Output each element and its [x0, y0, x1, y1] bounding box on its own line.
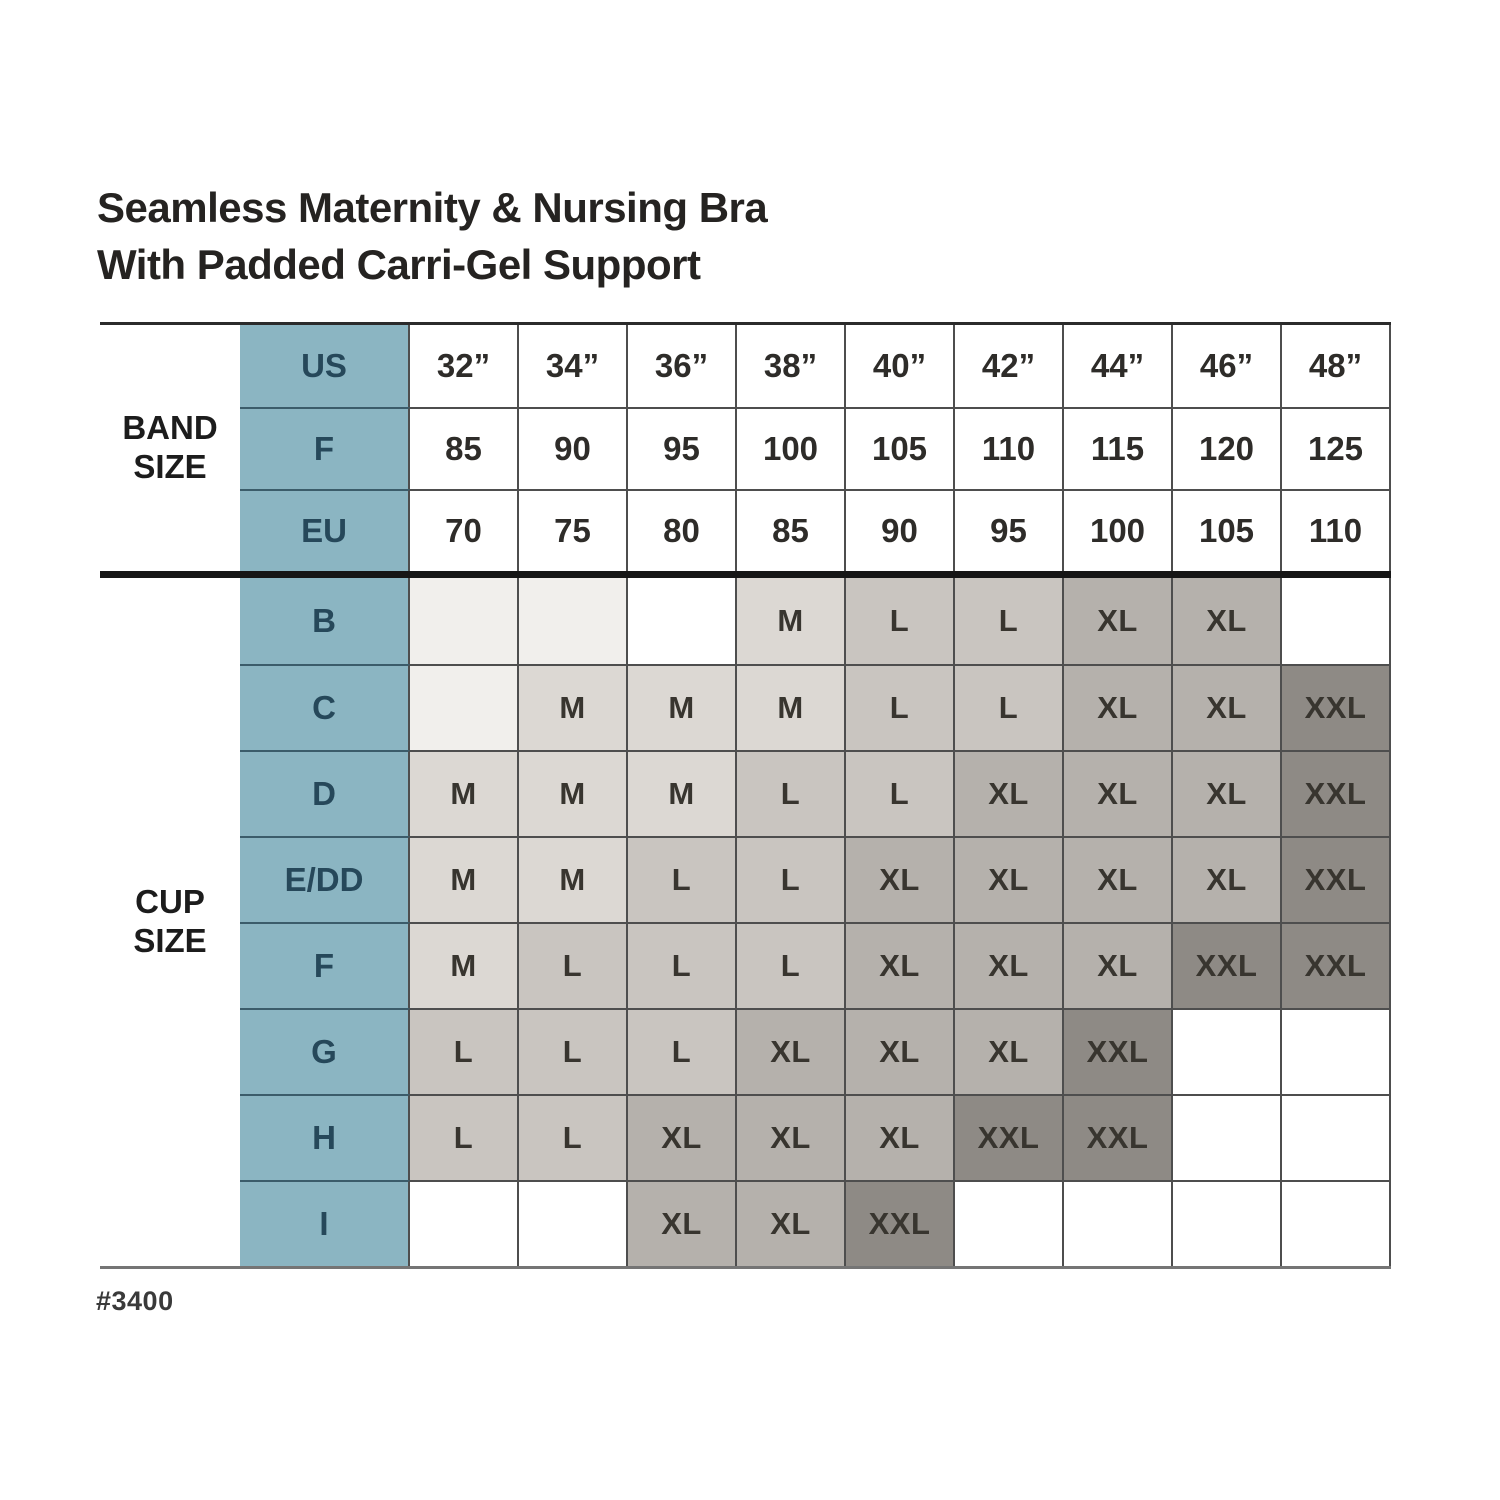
cup-cell: XL — [955, 750, 1064, 836]
size-chart-grid — [100, 322, 1391, 1269]
cup-cell — [1173, 1008, 1282, 1094]
row-label-d: D — [240, 750, 410, 836]
band-cell: 125 — [1282, 407, 1391, 489]
band-cell: 105 — [1173, 489, 1282, 571]
cup-cell — [519, 1180, 628, 1266]
cup-cell: XL — [1173, 578, 1282, 664]
cup-cell: M — [737, 664, 846, 750]
band-cell: 85 — [737, 489, 846, 571]
cup-cell: M — [519, 836, 628, 922]
cup-cell: M — [410, 836, 519, 922]
band-cell: 100 — [1064, 489, 1173, 571]
band-cell: 44” — [1064, 325, 1173, 407]
cup-cell: M — [410, 750, 519, 836]
row-label-c: C — [240, 664, 410, 750]
cup-cell: M — [737, 578, 846, 664]
cup-cell: L — [628, 1008, 737, 1094]
row-label-edd: E/DD — [240, 836, 410, 922]
cup-cell: XL — [955, 836, 1064, 922]
band-cell: 70 — [410, 489, 519, 571]
cup-cell: L — [737, 836, 846, 922]
cup-cell: XL — [1173, 664, 1282, 750]
cup-cell: XL — [1064, 664, 1173, 750]
cup-cell: M — [628, 664, 737, 750]
cup-cell: L — [519, 1094, 628, 1180]
cup-cell: XXL — [1282, 922, 1391, 1008]
band-cell: 90 — [519, 407, 628, 489]
cup-cell: L — [955, 578, 1064, 664]
row-label-f: F — [240, 407, 410, 489]
cup-cell: M — [519, 750, 628, 836]
cup-cell — [1282, 1094, 1391, 1180]
cup-cell: XL — [1064, 578, 1173, 664]
cup-size-section-label: CUP SIZE — [100, 578, 240, 1266]
cup-cell: XL — [1173, 836, 1282, 922]
cup-cell: XL — [846, 836, 955, 922]
cup-cell — [1282, 1180, 1391, 1266]
cup-cell: XL — [1064, 922, 1173, 1008]
row-label-eu: EU — [240, 489, 410, 571]
cup-cell: XXL — [1173, 922, 1282, 1008]
band-cell: 36” — [628, 325, 737, 407]
band-cell: 115 — [1064, 407, 1173, 489]
style-number: #3400 — [96, 1286, 174, 1316]
row-label-f: F — [240, 922, 410, 1008]
cup-cell: L — [519, 922, 628, 1008]
row-label-b: B — [240, 578, 410, 664]
cup-cell: XXL — [1064, 1094, 1173, 1180]
cup-cell: XL — [1064, 836, 1173, 922]
cup-cell: XL — [955, 1008, 1064, 1094]
band-cell: 95 — [628, 407, 737, 489]
table-bottom-border — [100, 1266, 1391, 1269]
row-label-i: I — [240, 1180, 410, 1266]
cup-cell: XL — [846, 922, 955, 1008]
band-cell: 38” — [737, 325, 846, 407]
cup-cell — [1282, 578, 1391, 664]
cup-cell: XXL — [1064, 1008, 1173, 1094]
cup-cell: XL — [628, 1180, 737, 1266]
band-cell: 110 — [955, 407, 1064, 489]
cup-cell: XL — [846, 1008, 955, 1094]
band-cell: 100 — [737, 407, 846, 489]
cup-cell — [410, 664, 519, 750]
band-cell: 75 — [519, 489, 628, 571]
cup-cell: XL — [737, 1094, 846, 1180]
row-label-us: US — [240, 325, 410, 407]
band-cell: 120 — [1173, 407, 1282, 489]
cup-cell — [1064, 1180, 1173, 1266]
cup-cell: L — [846, 578, 955, 664]
band-cell: 40” — [846, 325, 955, 407]
band-cup-divider — [100, 571, 1391, 578]
cup-cell: M — [410, 922, 519, 1008]
cup-cell: M — [628, 750, 737, 836]
cup-cell: XXL — [955, 1094, 1064, 1180]
cup-cell — [519, 578, 628, 664]
band-cell: 90 — [846, 489, 955, 571]
cup-cell: XL — [737, 1180, 846, 1266]
cup-cell: L — [628, 922, 737, 1008]
cup-cell — [628, 578, 737, 664]
cup-cell: L — [628, 836, 737, 922]
cup-cell: XL — [1064, 750, 1173, 836]
band-cell: 46” — [1173, 325, 1282, 407]
cup-cell: L — [846, 664, 955, 750]
band-cell: 42” — [955, 325, 1064, 407]
cup-cell: XL — [846, 1094, 955, 1180]
cup-cell: XXL — [1282, 836, 1391, 922]
band-cell: 85 — [410, 407, 519, 489]
band-cell: 80 — [628, 489, 737, 571]
cup-cell: L — [519, 1008, 628, 1094]
band-size-section-label: BAND SIZE — [100, 325, 240, 571]
cup-cell: XL — [628, 1094, 737, 1180]
band-cell: 34” — [519, 325, 628, 407]
band-cell: 48” — [1282, 325, 1391, 407]
cup-cell: XXL — [1282, 664, 1391, 750]
cup-cell: L — [955, 664, 1064, 750]
row-label-g: G — [240, 1008, 410, 1094]
page-title — [97, 180, 767, 293]
cup-cell: L — [737, 922, 846, 1008]
cup-cell: XL — [737, 1008, 846, 1094]
cup-cell: L — [410, 1008, 519, 1094]
band-cell: 110 — [1282, 489, 1391, 571]
band-cell: 105 — [846, 407, 955, 489]
cup-cell: L — [846, 750, 955, 836]
cup-cell — [1173, 1094, 1282, 1180]
cup-cell: XXL — [846, 1180, 955, 1266]
title-line-2: With Padded Carri-Gel Support — [97, 240, 701, 288]
cup-cell — [410, 578, 519, 664]
band-cell: 32” — [410, 325, 519, 407]
cup-cell: L — [737, 750, 846, 836]
cup-cell — [410, 1180, 519, 1266]
cup-cell: XXL — [1282, 750, 1391, 836]
band-cell: 95 — [955, 489, 1064, 571]
cup-cell — [1282, 1008, 1391, 1094]
cup-cell: XL — [1173, 750, 1282, 836]
row-label-h: H — [240, 1094, 410, 1180]
cup-cell: L — [410, 1094, 519, 1180]
cup-cell — [955, 1180, 1064, 1266]
cup-cell — [1173, 1180, 1282, 1266]
title-line-1: Seamless Maternity & Nursing Bra — [97, 184, 768, 231]
cup-cell: M — [519, 664, 628, 750]
cup-cell: XL — [955, 922, 1064, 1008]
